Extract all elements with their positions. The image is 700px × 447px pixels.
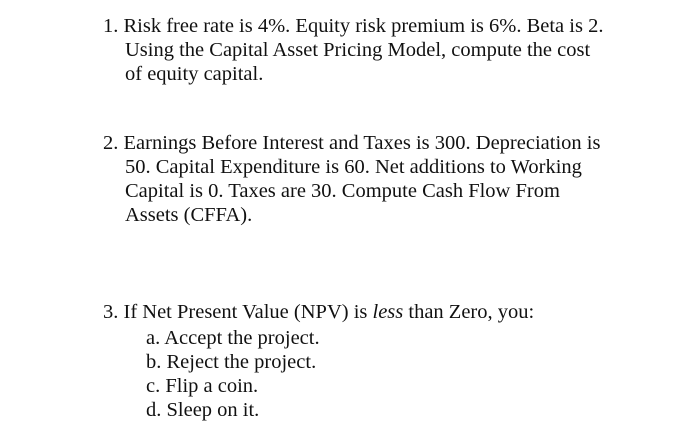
option-a: a. Accept the project. — [146, 327, 320, 349]
question-3 — [103, 300, 663, 324]
question-3-stem-emphasis: less — [372, 301, 404, 323]
question-3-stem-after: than Zero, you: — [403, 301, 535, 323]
question-3-stem — [103, 300, 663, 324]
question-2-line-4: Assets (CFFA). — [125, 204, 253, 226]
question-2-line-1: 2. Earnings Before Interest and Taxes is 300. Depreciation is — [103, 132, 601, 154]
question-2-line-2: 50. Capital Expenditure is 60. Net additions to Working — [125, 156, 582, 178]
option-c: c. Flip a coin. — [146, 375, 259, 397]
option-d: d. Sleep on it. — [146, 399, 260, 421]
question-2-line-3: Capital is 0. Taxes are 30. Compute Cash Flow From — [125, 180, 560, 202]
question-1 — [103, 14, 663, 86]
question-1-line-1: 1. Risk free rate is 4%. Equity risk premium is 6%. Beta is 2. — [103, 15, 604, 37]
question-3-stem-before: 3. If Net Present Value (NPV) is — [103, 301, 373, 323]
question-2 — [103, 131, 663, 227]
question-1-line-2: Using the Capital Asset Pricing Model, compute the cost — [125, 39, 591, 61]
question-3-options — [146, 326, 320, 422]
option-b: b. Reject the project. — [146, 351, 317, 373]
question-1-line-3: of equity capital. — [125, 63, 264, 85]
